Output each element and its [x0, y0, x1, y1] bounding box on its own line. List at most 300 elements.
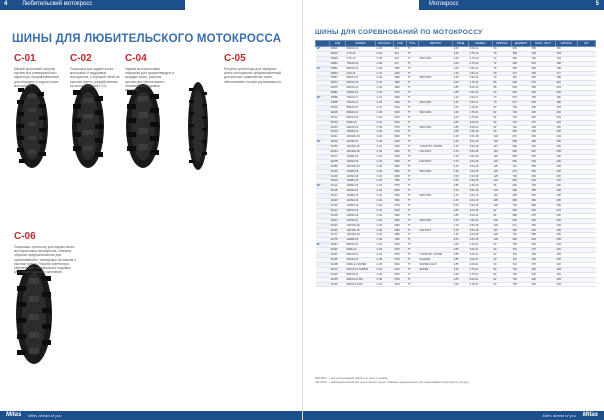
- table-cell: 325: [531, 243, 556, 248]
- table-cell: 79: [493, 66, 512, 71]
- table-cell: 3.00-21: [469, 277, 493, 282]
- table-cell: 31046: [330, 140, 346, 145]
- table-cell: 72: [493, 61, 512, 66]
- table-cell: TT: [407, 179, 419, 184]
- rim-diameter-cell: 19": [316, 184, 330, 189]
- table-cell: SUPER: [419, 267, 453, 272]
- table-cell: 90/90-21: [346, 120, 376, 125]
- table-cell: 236: [556, 194, 578, 199]
- table-cell: 90/90-21: [346, 248, 376, 253]
- table-cell: 82: [493, 282, 512, 287]
- table-cell: 375: [531, 213, 556, 218]
- table-cell: 88: [493, 86, 512, 91]
- table-cell: C-02: [376, 199, 394, 204]
- table-cell: 82: [493, 267, 512, 272]
- table-cell: 80/100-21: [346, 115, 376, 120]
- table-cell: 559: [512, 86, 531, 91]
- table-cell: WIN FRIC: [419, 76, 453, 81]
- table-cell: 59M: [394, 135, 407, 140]
- tire-image-c05: [187, 80, 209, 172]
- column-header: TT/TL: [407, 41, 419, 47]
- table-cell: 1.60: [453, 243, 469, 248]
- table-cell: 190: [531, 56, 556, 61]
- table-cell: C-04: [376, 213, 394, 218]
- tire-image-c06: [14, 262, 54, 366]
- table-cell: 134: [493, 179, 512, 184]
- table-cell: 110: [493, 228, 512, 233]
- table-cell: 236: [556, 169, 578, 174]
- table-cell: 70/100-17: [346, 100, 376, 105]
- table-cell: 80/100-21 MC: [346, 282, 376, 287]
- table-cell: C-01: [376, 253, 394, 258]
- table-cell: 2.50-12: [469, 66, 493, 71]
- column-header: РИСУНОК: [376, 41, 394, 47]
- table-cell: TT: [407, 91, 419, 96]
- table-cell: 375: [531, 120, 556, 125]
- table-cell: 2.50: [453, 174, 469, 179]
- table-cell: 31019: [330, 120, 346, 125]
- table-cell: 49M: [394, 76, 407, 81]
- table-cell: 31184: [330, 243, 346, 248]
- table-cell: 70: [493, 51, 512, 56]
- table-cell: 51M: [394, 115, 407, 120]
- table-cell: 120: [493, 164, 512, 169]
- table-cell: 102: [493, 135, 512, 140]
- table-cell: TT: [407, 272, 419, 277]
- table-cell: 3.00-21: [469, 253, 493, 258]
- table-cell: 1.60: [453, 105, 469, 110]
- table-cell: 80/100-21: [346, 110, 376, 115]
- table-cell: 31099: [330, 174, 346, 179]
- column-header: КОД: [330, 41, 346, 47]
- table-cell: 80/100-21: [346, 243, 376, 248]
- rim-diameter-cell: 21": [316, 243, 330, 248]
- table-cell: 3.00-21: [469, 257, 493, 262]
- table-cell: 177: [556, 71, 578, 76]
- table-cell: 30919: [330, 47, 346, 52]
- table-cell: 62M: [394, 140, 407, 145]
- table-cell: 79: [493, 76, 512, 81]
- table-cell: TT: [407, 204, 419, 209]
- table-cell: 94: [493, 91, 512, 96]
- table-cell: 375: [531, 81, 556, 86]
- table-cell: 1.85: [453, 184, 469, 189]
- table-cell: 3.00-21: [469, 248, 493, 253]
- table-cell: C-06: [376, 272, 394, 277]
- table-cell: 2.15: [453, 189, 469, 194]
- table-cell: C-01: [376, 243, 394, 248]
- table-cell: 68M: [394, 164, 407, 169]
- table-cell: 120/100-18: [346, 164, 376, 169]
- table-cell: 686: [512, 194, 531, 199]
- table-cell: TT: [407, 243, 419, 248]
- table-cell: TT: [407, 96, 419, 101]
- table-cell: 3.00-14: [469, 91, 493, 96]
- table-cell: 1.85: [453, 125, 469, 130]
- table-cell: C-02: [376, 47, 394, 52]
- table-cell: TT: [407, 66, 419, 71]
- table-cell: 236: [556, 228, 578, 233]
- table-cell: 203: [556, 243, 578, 248]
- table-cell: 570: [512, 96, 531, 101]
- table-cell: 134: [493, 238, 512, 243]
- table-cell: C-05: [376, 248, 394, 253]
- specs-table: [315, 40, 596, 287]
- table-cell: C-04: [376, 145, 394, 150]
- table-cell: C-01: [376, 105, 394, 110]
- table-cell: C-02: [376, 169, 394, 174]
- table-cell: WIN FRIC: [419, 56, 453, 61]
- table-cell: 57M: [394, 91, 407, 96]
- table-cell: 450: [531, 223, 556, 228]
- table-cell: 30963: [330, 71, 346, 76]
- table-cell: 2.15: [453, 233, 469, 238]
- table-cell: 4.50-18: [469, 179, 493, 184]
- table-cell: C-05: [376, 277, 394, 282]
- table-cell: 674: [512, 135, 531, 140]
- table-cell: 2.75-21: [469, 115, 493, 120]
- table-cell: 66M: [394, 199, 407, 204]
- table-cell: 630: [531, 238, 556, 243]
- table-cell: 1.85: [453, 262, 469, 267]
- table-cell: 100/90-14: [346, 91, 376, 96]
- table-cell: 220: [556, 81, 578, 86]
- table-cell: 67M: [394, 204, 407, 209]
- table-cell: C-01: [376, 267, 394, 272]
- table-cell: 31078: [330, 159, 346, 164]
- model-description-c06: Покрышка, протектор для задних колес мотокроссовых мотоциклов, главным образом предназначенная для соревнований и тренировок на мягком и рыхлом грунте. Рисунок протектора обеспечивает оптимальные ходовые качества и хорошее сцепление.: [14, 245, 76, 275]
- table-cell: 255: [531, 47, 556, 52]
- table-cell: C-02: [376, 130, 394, 135]
- table-cell: 4.00-18: [469, 164, 493, 169]
- table-cell: TT: [407, 130, 419, 135]
- table-cell: 54M: [394, 262, 407, 267]
- table-cell: 31002: [330, 105, 346, 110]
- table-cell: 30967: [330, 76, 346, 81]
- table-cell: 1.60: [453, 267, 469, 272]
- table-cell: 189: [556, 66, 578, 71]
- rim-diameter-cell: [316, 282, 330, 287]
- table-cell: 210: [531, 61, 556, 66]
- table-cell: 722: [512, 125, 531, 130]
- table-cell: 230: [556, 91, 578, 96]
- table-cell: 220: [556, 120, 578, 125]
- table-cell: 110/100-18: [346, 228, 376, 233]
- table-cell: 690: [512, 145, 531, 150]
- table-cell: 203: [556, 272, 578, 277]
- table-cell: TT: [407, 61, 419, 66]
- table-cell: 702: [512, 115, 531, 120]
- table-cell: 31220: [330, 272, 346, 277]
- table-cell: 30951: [330, 66, 346, 71]
- table-cell: C-02: [376, 154, 394, 159]
- table-cell: 82: [493, 105, 512, 110]
- table-cell: TT: [407, 145, 419, 150]
- table-cell: 70: [493, 96, 512, 101]
- table-cell: 64M: [394, 228, 407, 233]
- table-cell: 440: [531, 218, 556, 223]
- table-cell: TT: [407, 189, 419, 194]
- table-cell: 30988: [330, 96, 346, 101]
- table-cell: 50M: [394, 66, 407, 71]
- table-cell: 70/100-10: [346, 61, 376, 66]
- table-cell: 520: [531, 150, 556, 155]
- table-cell: 236: [556, 150, 578, 155]
- table-cell: 236: [556, 179, 578, 184]
- table-cell: 110/90-19: [346, 140, 376, 145]
- table-cell: 2.50: [453, 204, 469, 209]
- table-cell: 31055: [330, 145, 346, 150]
- table-cell: 31160: [330, 223, 346, 228]
- table-cell: 230: [556, 184, 578, 189]
- table-cell: 189: [556, 76, 578, 81]
- table-cell: 415: [531, 91, 556, 96]
- table-cell: 3.00-16: [469, 213, 493, 218]
- table-cell: C-06: [376, 115, 394, 120]
- table-cell: 700: [512, 243, 531, 248]
- table-cell: 2.50: [453, 238, 469, 243]
- table-cell: C-02: [376, 61, 394, 66]
- table-cell: 538: [512, 81, 531, 86]
- table-title: ШИНЫ ДЛЯ СОРЕВНОВАНИЙ ПО МОТОКРОССУ: [315, 29, 483, 36]
- table-cell: 2.75-21: [469, 272, 493, 277]
- table-cell: 72: [493, 56, 512, 61]
- table-cell: 710: [512, 233, 531, 238]
- table-cell: TT: [407, 213, 419, 218]
- table-cell: 2.75-10: [346, 56, 376, 61]
- table-cell: TT: [407, 199, 419, 204]
- table-cell: TT: [407, 208, 419, 213]
- table-cell: 236: [556, 174, 578, 179]
- table-cell: 31142: [330, 208, 346, 213]
- table-cell: C-02: [376, 140, 394, 145]
- table-cell: TT: [407, 86, 419, 91]
- table-cell: 90/100-14: [346, 81, 376, 86]
- column-header: КАТ.: [578, 41, 596, 47]
- table-cell: 722: [512, 257, 531, 262]
- table-cell: 130/80-18: [346, 169, 376, 174]
- table-cell: 57M: [394, 253, 407, 258]
- table-cell: 674: [512, 223, 531, 228]
- left-footer-bar: [0, 411, 302, 420]
- table-cell: TT: [407, 110, 419, 115]
- table-cell: 375: [531, 248, 556, 253]
- table-cell: 70: [493, 100, 512, 105]
- table-cell: 224: [556, 86, 578, 91]
- table-cell: 31118: [330, 189, 346, 194]
- table-cell: TT: [407, 76, 419, 81]
- table-cell: 82: [493, 115, 512, 120]
- table-cell: 2.15: [453, 145, 469, 150]
- page-title: ШИНЫ ДЛЯ ЛЮБИТЕЛЬСКОГО МОТОКРОССА: [12, 33, 282, 45]
- table-cell: C-01: [376, 184, 394, 189]
- table-cell: 51M: [394, 105, 407, 110]
- table-cell: 400: [531, 125, 556, 130]
- table-cell: 63M: [394, 194, 407, 199]
- table-cell: 1.60: [453, 51, 469, 56]
- table-cell: 80/100-21: [346, 105, 376, 110]
- table-cell: 70M: [394, 238, 407, 243]
- table-cell: 265: [531, 71, 556, 76]
- table-cell: C-06: [376, 218, 394, 223]
- table-cell: 690: [512, 159, 531, 164]
- table-cell: 140/80-18: [346, 238, 376, 243]
- table-cell: 425: [531, 184, 556, 189]
- table-cell: 1.85: [453, 277, 469, 282]
- table-cell: 236: [556, 238, 578, 243]
- table-cell: 233: [556, 223, 578, 228]
- table-cell: 54M: [394, 248, 407, 253]
- table-cell: 280: [531, 66, 556, 71]
- table-cell: 365: [531, 86, 556, 91]
- table-cell: 203: [556, 282, 578, 287]
- table-cell: 1.60: [453, 110, 469, 115]
- table-cell: C-04: [376, 159, 394, 164]
- table-cell: 153: [556, 56, 578, 61]
- table-cell: 485: [531, 189, 556, 194]
- table-cell: 682: [512, 238, 531, 243]
- table-cell: 31232: [330, 282, 346, 287]
- table-cell: 2.15: [453, 135, 469, 140]
- table-cell: 1.85: [453, 257, 469, 262]
- table-cell: 425: [531, 130, 556, 135]
- table-cell: 92: [493, 253, 512, 258]
- column-header: ШИРИНА: [493, 41, 512, 47]
- table-cell: 2.75-21: [469, 282, 493, 287]
- table-cell: C-01: [376, 282, 394, 287]
- brand-logo: Mitas: [6, 412, 22, 418]
- table-cell: TT: [407, 47, 419, 52]
- table-cell: 2.75-10: [469, 61, 493, 66]
- table-cell: 102: [493, 223, 512, 228]
- table-cell: 150: [556, 47, 578, 52]
- table-cell: 700: [512, 110, 531, 115]
- table-cell: 40M: [394, 100, 407, 105]
- table-cell: C-01: [376, 96, 394, 101]
- table-cell: ICE SOFT: [419, 159, 453, 164]
- table-cell: 1.85: [453, 130, 469, 135]
- table-cell: 710: [512, 120, 531, 125]
- table-cell: 57M: [394, 125, 407, 130]
- table-cell: 90/100-21: [346, 257, 376, 262]
- table-cell: 51M: [394, 243, 407, 248]
- table-cell: 520: [531, 228, 556, 233]
- table-cell: TT: [407, 223, 419, 228]
- table-cell: 325: [531, 272, 556, 277]
- table-cell: 580: [531, 204, 556, 209]
- table-cell: 560: [512, 91, 531, 96]
- table-cell: TT: [407, 277, 419, 282]
- table-cell: 49M: [394, 81, 407, 86]
- table-cell: SUPER LIGHT: [419, 262, 453, 267]
- table-cell: 1.60: [453, 56, 469, 61]
- table-cell: 90/100-14: [346, 86, 376, 91]
- table-cell: ICE SOFT: [419, 228, 453, 233]
- tire-image-c01: [14, 82, 50, 170]
- table-cell: 68M: [394, 233, 407, 238]
- table-cell: 225: [556, 257, 578, 262]
- table-cell: C-02: [376, 204, 394, 209]
- table-cell: 1.60: [453, 66, 469, 71]
- table-cell: 100/100-18: [346, 223, 376, 228]
- table-cell: 92: [493, 277, 512, 282]
- table-cell: 2.15: [453, 228, 469, 233]
- table-cell: 41J: [394, 61, 407, 66]
- table-cell: 128: [493, 174, 512, 179]
- model-description-c02: Покрышка для задних колес кроссовых и эндуровых мотоциклов, с хорошей тягой на рыхлом грунте, разработанная на основе рисунка C-01.: [70, 67, 120, 88]
- table-cell: 560: [531, 169, 556, 174]
- brand-slogan: Miles ahead of you: [28, 413, 62, 418]
- table-cell: 30975: [330, 86, 346, 91]
- table-cell: 31086: [330, 164, 346, 169]
- table-cell: C-05: [376, 262, 394, 267]
- table-cell: 2.50-14: [469, 71, 493, 76]
- table-cell: 110/100-18: [346, 150, 376, 155]
- table-cell: 31041: [330, 135, 346, 140]
- table-cell: 31093: [330, 169, 346, 174]
- table-cell: 57M: [394, 130, 407, 135]
- table-cell: 49M: [394, 86, 407, 91]
- table-cell: 233: [556, 135, 578, 140]
- table-cell: [419, 282, 453, 287]
- table-cell: 110: [493, 150, 512, 155]
- table-cell: TT: [407, 120, 419, 125]
- table-cell: TT: [407, 71, 419, 76]
- table-cell: 3.50-18: [469, 223, 493, 228]
- table-cell: 2.50-14: [469, 76, 493, 81]
- table-cell: 396: [512, 56, 531, 61]
- table-cell: 500: [531, 154, 556, 159]
- table-cell: 676: [512, 169, 531, 174]
- model-label-c02: C-02: [70, 53, 92, 64]
- table-cell: 90/100-16: [346, 208, 376, 213]
- table-cell: TT: [407, 115, 419, 120]
- table-cell: 682: [512, 179, 531, 184]
- table-cell: C-01: [376, 51, 394, 56]
- footnote: ICE SOFT — комбинация шипов для льда и мягкого грунта. Размеры предназначены для соревнований по мотокроссу на льду.: [315, 380, 469, 384]
- table-cell: 120/100-18: [346, 233, 376, 238]
- table-cell: 1.40: [453, 100, 469, 105]
- table-cell: 3.50-18: [469, 150, 493, 155]
- table-cell: 590: [512, 208, 531, 213]
- table-cell: WIN FRIC: [419, 194, 453, 199]
- table-cell: 530: [531, 159, 556, 164]
- table-cell: 64M: [394, 150, 407, 155]
- table-cell: 630: [531, 179, 556, 184]
- right-footer-bar: [303, 411, 604, 420]
- table-cell: 255: [531, 96, 556, 101]
- table-cell: 59M: [394, 218, 407, 223]
- table-cell: 40M: [394, 96, 407, 101]
- table-cell: 4.00-19: [469, 194, 493, 199]
- table-cell: 710: [512, 164, 531, 169]
- table-cell: 31106: [330, 179, 346, 184]
- table-cell: 2.75-10: [469, 56, 493, 61]
- table-cell: 3.25-19: [469, 130, 493, 135]
- table-cell: 2.00-12: [469, 47, 493, 52]
- table-cell: 51M: [394, 110, 407, 115]
- table-cell: 325: [531, 267, 556, 272]
- table-cell: 2.50: [453, 179, 469, 184]
- table-cell: 485: [531, 140, 556, 145]
- table-cell: 4.50-18: [469, 238, 493, 243]
- table-cell: 500: [531, 194, 556, 199]
- table-cell: 690: [512, 150, 531, 155]
- table-cell: 487: [512, 76, 531, 81]
- table-cell: 580: [531, 164, 556, 169]
- table-cell: 32J: [394, 51, 407, 56]
- table-cell: WIN FRIC: [419, 100, 453, 105]
